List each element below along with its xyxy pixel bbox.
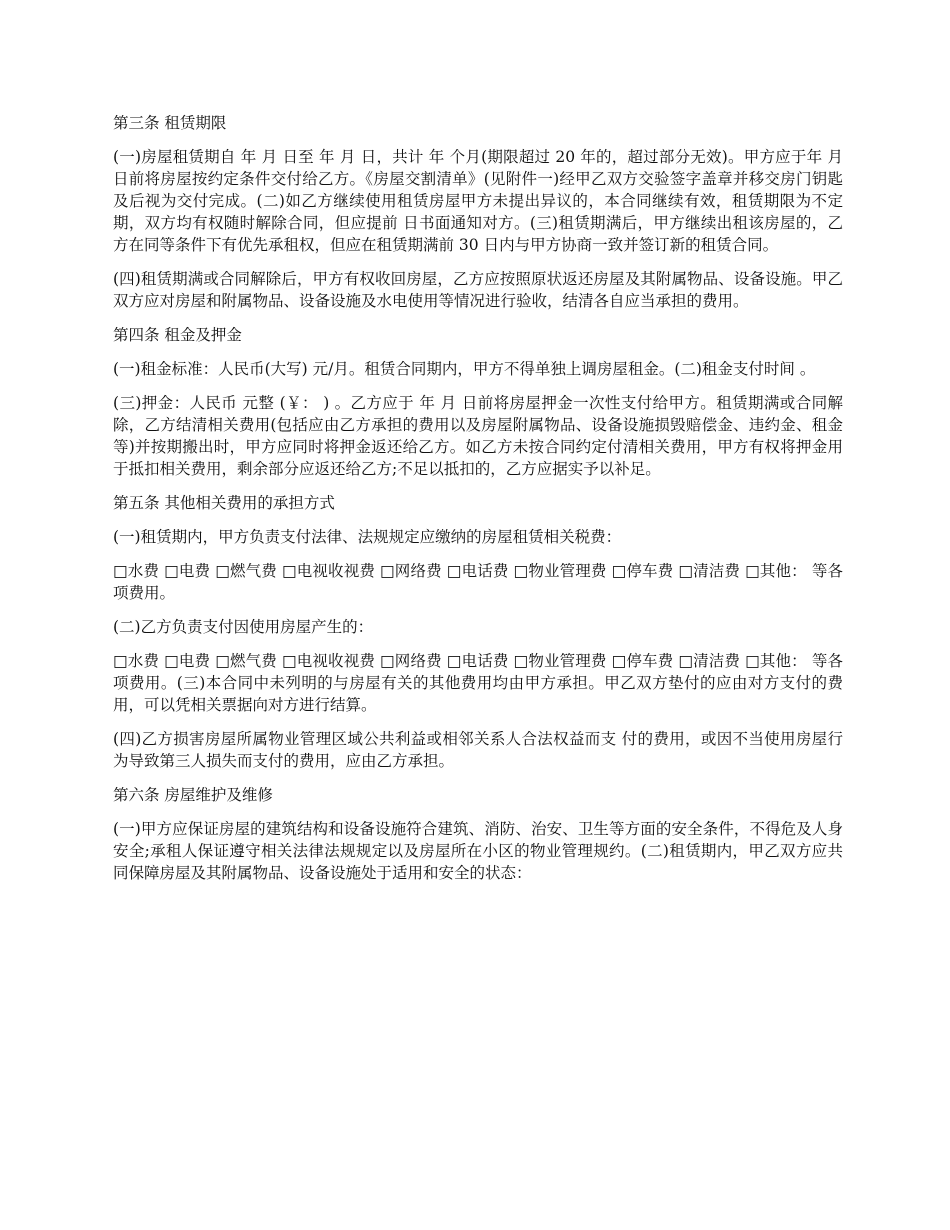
paragraph-party-a-fees: (一)租赁期内，甲方负责支付法律、法规规定应缴纳的房屋租赁相关税费： xyxy=(113,528,622,546)
paragraph-fee-checklist-b: □水费 □电费 □燃气费 □电视收视费 □网络费 □电话费 □物业管理费 □停车费 □清洁费 □其他： 等各项费用。(三)本合同中未列明的与房屋有关的其他费用均由甲方承担。甲乙双方垫付的应由对方支付的费用，可以凭相关票据向对方进行结算。 xyxy=(113,652,843,714)
contract-page xyxy=(113,112,843,896)
paragraph-fee-checklist-a: □水费 □电费 □燃气费 □电视收视费 □网络费 □电话费 □物业管理费 □停车费 □清洁费 □其他： 等各项费用。 xyxy=(113,562,843,602)
paragraph-rent-standard: (一)租金标准：人民币(大写) 元/月。租赁合同期内，甲方不得单独上调房屋租金。(二)租金支付时间 。 xyxy=(113,360,816,378)
section-heading-article-6: 第六条 房屋维护及维修 xyxy=(113,786,273,804)
paragraph-party-b-fees: (二)乙方负责支付因使用房屋产生的： xyxy=(113,618,374,636)
paragraph-lease-expiry: (四)租赁期满或合同解除后，甲方有权收回房屋，乙方应按照原状返还房屋及其附属物品、设备设施。甲乙双方应对房屋和附属物品、设备设施及水电使用等情况进行验收，结清各自应当承担的费用。 xyxy=(113,270,843,310)
paragraph-maintenance: (一)甲方应保证房屋的建筑结构和设备设施符合建筑、消防、治安、卫生等方面的安全条件，不得危及人身安全;承租人保证遵守相关法律法规规定以及房屋所在小区的物业管理规约。(二)租赁期内，甲乙双方应共同保障房屋及其附属物品、设备设施处于适用和安全的状态： xyxy=(113,820,843,882)
section-heading-article-3: 第三条 租赁期限 xyxy=(113,114,227,132)
section-heading-article-5: 第五条 其他相关费用的承担方式 xyxy=(113,494,335,512)
paragraph-lease-term: (一)房屋租赁期自 年 月 日至 年 月 日，共计 年 个月(期限超过 20 年的，超过部分无效)。甲方应于年 月 日前将房屋按约定条件交付给乙方。《房屋交割清单》(见附件一)经甲乙双方交验签字盖章并移交房门钥匙及后视为交付完成。(二)如乙方继续使用租赁房屋甲方未提出异议的，本合同继续有效，租赁期限为不定期，双方均有权随时解除合同，但应提前 日书面通知对方。(三)租赁期满后，甲方继续出租该房屋的，乙方在同等条件下有优先承租权，但应在租赁期满前 30 日内与甲方协商一致并签订新的租赁合同。 xyxy=(113,148,843,254)
section-heading-article-4: 第四条 租金及押金 xyxy=(113,326,242,344)
paragraph-damage-costs: (四)乙方损害房屋所属物业管理区域公共利益或相邻关系人合法权益而支 付的费用，或因不当使用房屋行为导致第三人损失而支付的费用，应由乙方承担。 xyxy=(113,730,843,770)
paragraph-deposit: (三)押金：人民币 元整 (￥： ) 。乙方应于 年 月 日前将房屋押金一次性支付给甲方。租赁期满或合同解除，乙方结清相关费用(包括应由乙方承担的费用以及房屋附属物品、设备设施损毁赔偿金、违约金、租金等)并按期搬出时，甲方应同时将押金返还给乙方。如乙方未按合同约定付清相关费用，甲方有权将押金用于抵扣相关费用，剩余部分应返还给乙方;不足以抵扣的，乙方应据实予以补足。 xyxy=(113,394,843,478)
